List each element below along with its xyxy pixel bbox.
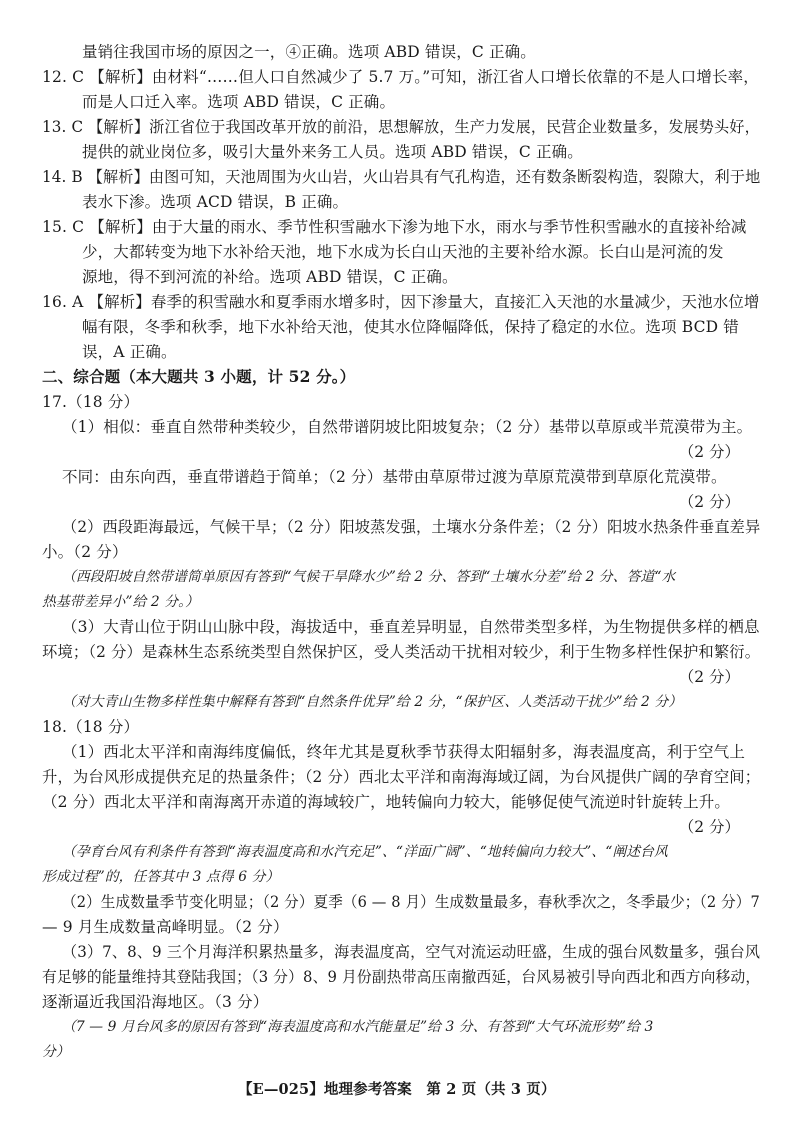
question-18-heading: 18.（18 分） (42, 718, 140, 736)
grading-note: （西段阳坡自然带谱简单原因有答到“气候干旱降水少”给 2 分、答到“土壤水分差”给 2 分、答道“水 (62, 569, 676, 585)
answer-13: 13. C 【解析】浙江省位于我国改革开放的前沿，思想解放，生产力发展，民营企业数量多，发展势头好， (42, 118, 760, 136)
text-line: 少，大都转变为地下水补给天池，地下水成为长白山天池的主要补给水源。长白山是河流的发 (82, 243, 724, 261)
text-line: 逐渐逼近我国沿海地区。（3 分） (42, 993, 269, 1011)
text-line: 源地，得不到河流的补给。选项 ABD 错误，C 正确。 (82, 268, 458, 286)
text-line: （1）相似：垂直自然带种类较少，自然带谱阴坡比阳坡复杂；（2 分）基带以草原或半荒漠带为主。 (62, 418, 753, 436)
text-line: 误，A 正确。 (82, 343, 177, 361)
section-heading: 二、综合题（本大题共 3 小题，计 52 分。） (42, 367, 356, 386)
text-line: 不同：由东向西，垂直带谱趋于简单；（2 分）基带由草原带过渡为草原荒漠带到草原化荒漠带。 (62, 468, 727, 486)
text-line: （3）7、8、9 三个月海洋积累热量多，海表温度高，空气对流运动旺盛，生成的强台风数量多，强台风 (62, 943, 761, 961)
text-line: 而是人口迁入率。选项 ABD 错误，C 正确。 (82, 93, 396, 111)
text-line: （1）西北太平洋和南海纬度偏低，终年尤其是夏秋季节获得太阳辐射多，海表温度高，利于空气上 (62, 743, 745, 761)
page-footer: 【E—025】地理参考答案 第 2 页（共 3 页） (238, 1081, 556, 1098)
text-line: 量销往我国市场的原因之一，④正确。选项 ABD 错误，C 正确。 (82, 43, 536, 61)
text-line: 小。（2 分） (42, 543, 128, 561)
answer-14: 14. B 【解析】由图可知，天池周围为火山岩，火山岩具有气孔构造，还有数条断裂构造，裂隙大，利于地 (42, 168, 761, 186)
score-mark: （2 分） (678, 443, 740, 461)
text-line: （2）生成数量季节变化明显；（2 分）夏季（6 — 8 月）生成数量最多，春秋季次之，冬季最少；（2 分）7 (62, 893, 760, 911)
grading-note: （7 — 9 月台风多的原因有答到“海表温度高和水汽能量足”给 3 分、有答到“大气环流形势”给 3 (62, 1019, 654, 1035)
score-mark: （2 分） (678, 668, 740, 686)
text-line: 幅有限，冬季和秋季，地下水补给天池，使其水位降幅降低，保持了稳定的水位。选项 BCD 错 (82, 318, 739, 336)
text-line: — 9 月生成数量高峰明显。（2 分） (42, 918, 289, 936)
answer-15: 15. C 【解析】由于大量的雨水、季节性积雪融水下渗为地下水，雨水与季节性积雪融水的直接补给减 (42, 218, 747, 236)
text-line: 提供的就业岗位多，吸引大量外来务工人员。选项 ABD 错误，C 正确。 (82, 143, 583, 161)
question-17-heading: 17.（18 分） (42, 393, 140, 411)
grading-note: （对大青山生物多样性集中解释有答到“自然条件优异”给 2 分，“保护区、人类活动干扰少”给 2 分） (62, 694, 683, 710)
text-line: 环境；（2 分）是森林生态系统类型自然保护区，受人类活动干扰相对较少，利于生物多样性保护和繁衍。 (42, 643, 761, 661)
grading-note: （孕育台风有利条件有答到“海表温度高和水汽充足”、“洋面广阔”、“地转偏向力较大”、“阐述台风 (62, 844, 668, 860)
score-mark: （2 分） (678, 493, 740, 511)
text-line: 升，为台风形成提供充足的热量条件；（2 分）西北太平洋和南海海域辽阔，为台风提供广阔的孕育空间； (42, 768, 761, 786)
text-line: （2 分）西北太平洋和南海离开赤道的海域较广，地转偏向力较大，能够促使气流逆时针旋转上升。 (42, 793, 731, 811)
text-line: 有足够的能量维持其登陆我国；（3 分）8、9 月份副热带高压南撤西延，台风易被引导向西北和西方向移动， (42, 968, 761, 986)
grading-note: 形成过程”的，任答其中 3 点得 6 分） (42, 869, 280, 885)
answer-16: 16. A 【解析】春季的积雪融水和夏季雨水增多时，因下渗量大，直接汇入天池的水量减少，天池水位增 (42, 293, 760, 311)
grading-note: 热基带差异小”给 2 分。） (42, 594, 200, 610)
text-line: （3）大青山位于阴山山脉中段，海拔适中，垂直差异明显，自然带类型多样，为生物提供多样的栖息 (62, 618, 760, 636)
score-mark: （2 分） (678, 818, 740, 836)
text-line: （2）西段距海最远，气候干旱；（2 分）阳坡蒸发强，土壤水分条件差；（2 分）阳坡水热条件垂直差异 (62, 518, 761, 536)
grading-note: 分） (42, 1044, 70, 1060)
text-line: 表水下渗。选项 ACD 错误，B 正确。 (82, 193, 349, 211)
answer-12: 12. C 【解析】由材料“……但人口自然减少了 5.7 万。”可知，浙江省人口增长依靠的不是人口增长率， (42, 68, 759, 86)
